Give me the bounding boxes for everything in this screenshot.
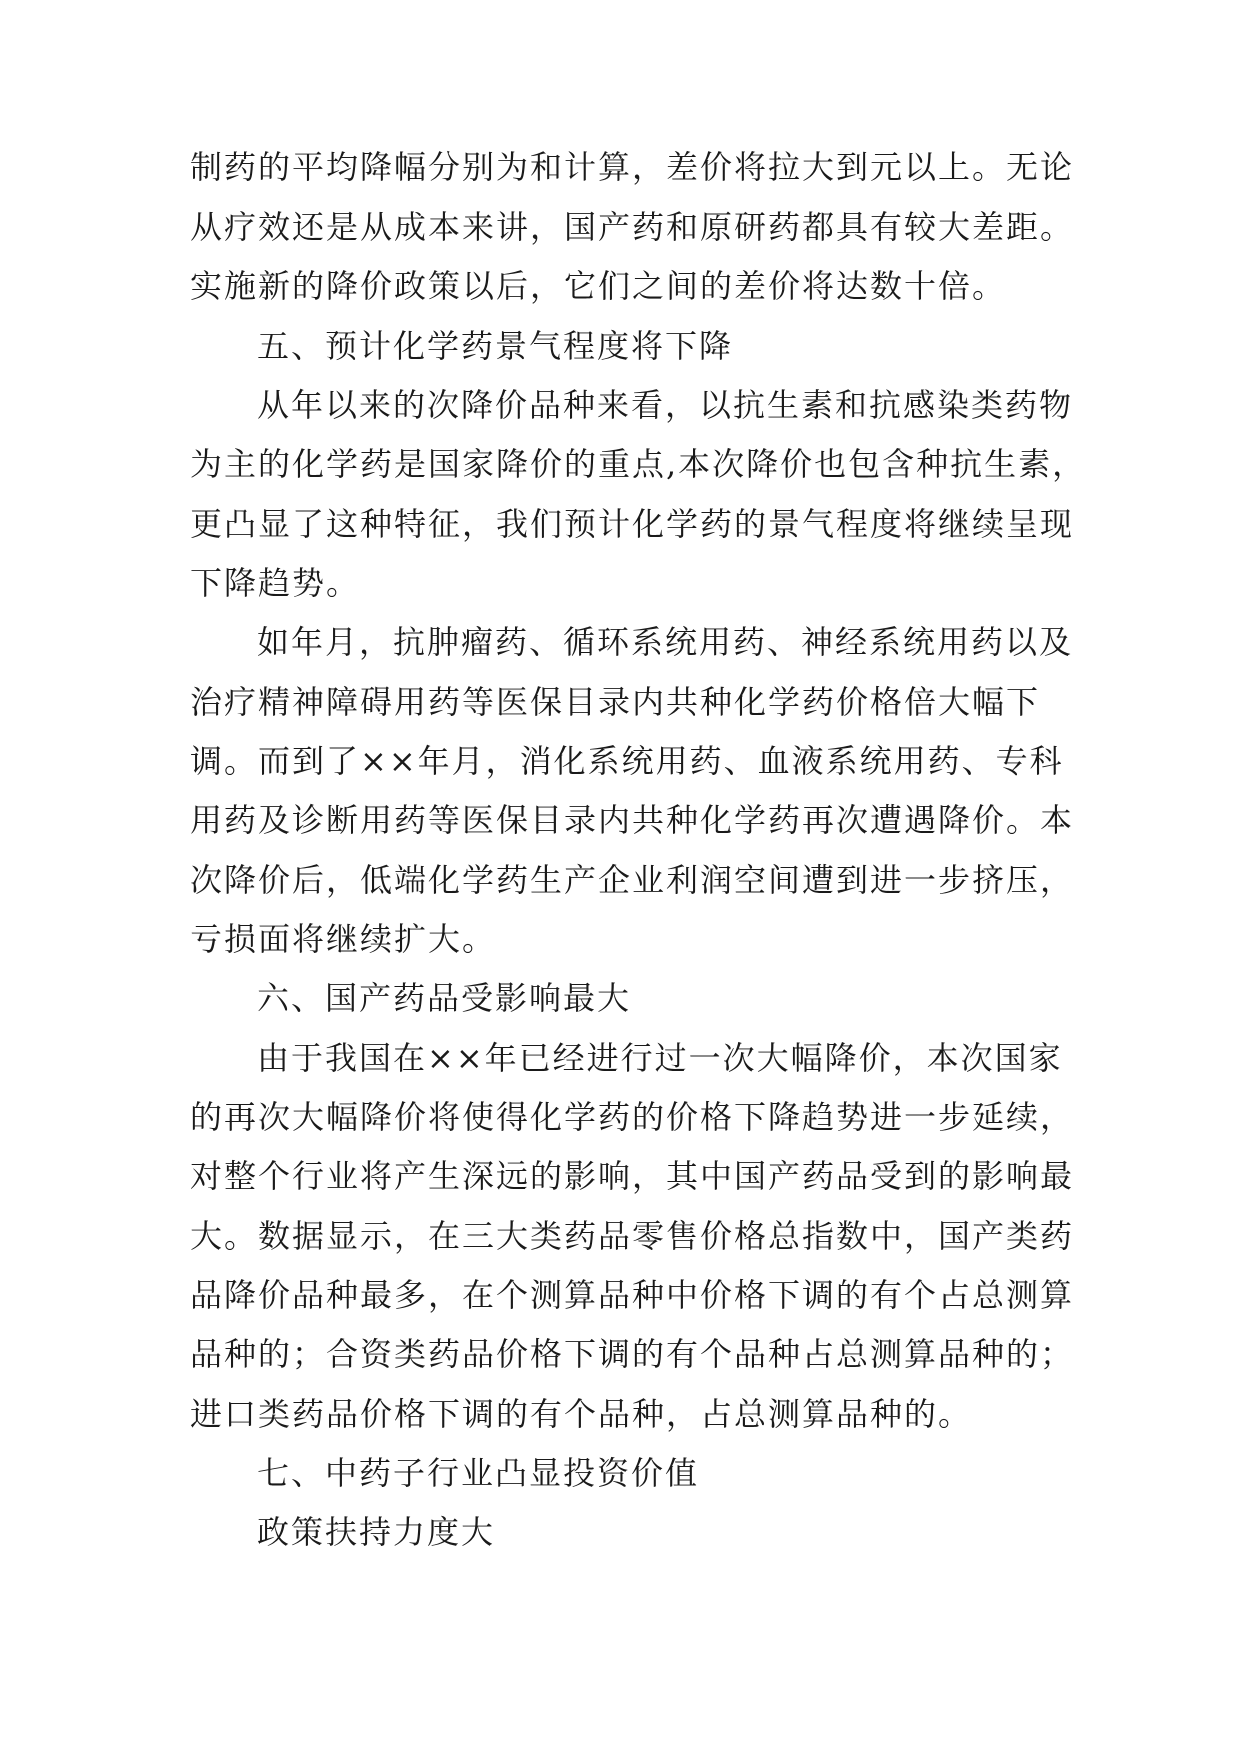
paragraph-line: 从年以来的次降价品种来看，以抗生素和抗感染类药物 [257, 386, 1074, 424]
paragraph-line: 进口类药品价格下调的有个品种，占总测算品种的。 [190, 1395, 973, 1433]
paragraph-line: 对整个行业将产生深远的影响，其中国产药品受到的影响最 [190, 1157, 1075, 1195]
paragraph-line: 调。而到了××年月，消化系统用药、血液系统用药、专科 [190, 742, 1064, 780]
section-heading: 五、预计化学药景气程度将下降 [257, 327, 734, 365]
paragraph-line: 大。数据显示，在三大类药品零售价格总指数中，国产类药 [190, 1217, 1075, 1255]
paragraph-line: 更凸显了这种特征，我们预计化学药的景气程度将继续呈现 [190, 505, 1075, 543]
paragraph-line: 品种的；合资类药品价格下调的有个品种占总测算品种的； [190, 1335, 1075, 1373]
paragraph-line: 为主的化学药是国家降价的重点,本次降价也包含种抗生素， [190, 445, 1087, 483]
subsection-heading: 政策扶持力度大 [257, 1513, 496, 1551]
paragraph-line: 从疗效还是从成本来讲，国产药和原研药都具有较大差距。 [190, 208, 1075, 246]
paragraph-line: 次降价后，低端化学药生产企业利润空间遭到进一步挤压， [190, 861, 1075, 899]
section-heading: 七、中药子行业凸显投资价值 [257, 1454, 700, 1492]
paragraph-line: 用药及诊断用药等医保目录内共种化学药再次遭遇降价。本 [190, 801, 1075, 839]
paragraph-line: 如年月，抗肿瘤药、循环系统用药、神经系统用药以及 [257, 623, 1074, 661]
paragraph-line: 制药的平均降幅分别为和计算，差价将拉大到元以上。无论 [190, 148, 1075, 186]
paragraph-line: 亏损面将继续扩大。 [190, 920, 497, 958]
paragraph-line: 实施新的降价政策以后，它们之间的差价将达数十倍。 [190, 267, 1007, 305]
paragraph-line: 品降价品种最多，在个测算品种中价格下调的有个占总测算 [190, 1276, 1075, 1314]
paragraph-line: 由于我国在××年已经进行过一次大幅降价，本次国家 [257, 1039, 1063, 1077]
section-heading: 六、国产药品受影响最大 [257, 979, 632, 1017]
paragraph-line: 的再次大幅降价将使得化学药的价格下降趋势进一步延续， [190, 1098, 1075, 1136]
paragraph-line: 治疗精神障碍用药等医保目录内共种化学药价格倍大幅下 [190, 683, 1041, 721]
paragraph-line: 下降趋势。 [190, 564, 361, 602]
